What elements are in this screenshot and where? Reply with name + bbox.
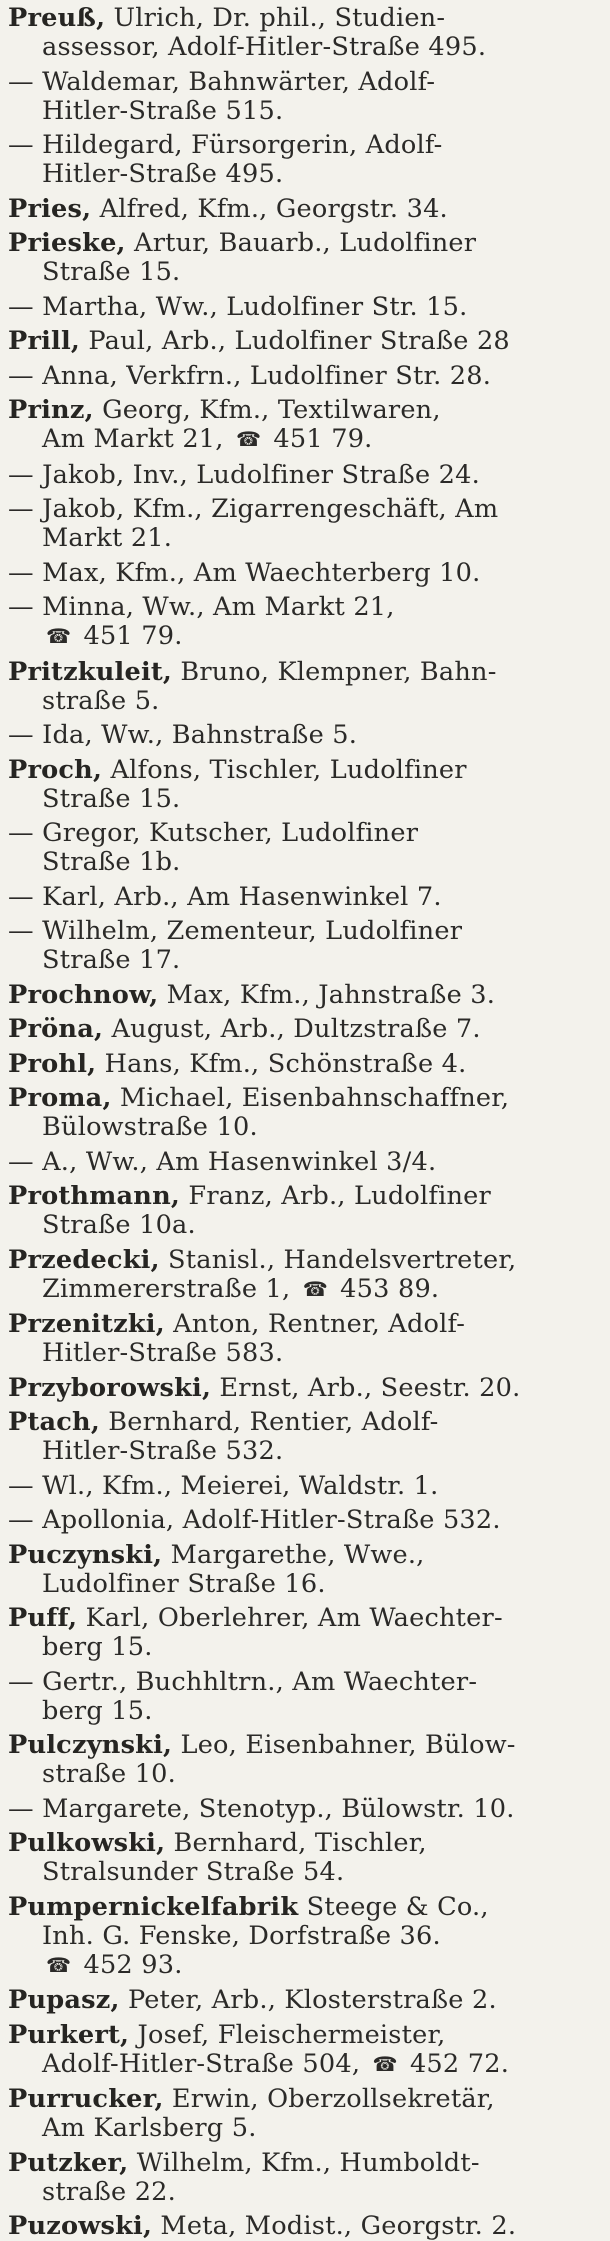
entry-text: Stanisl., Handelsvertreter, [168,1244,517,1275]
directory-entry [8,1604,602,1662]
entry-first-line [8,1829,602,1858]
entry-surname: Prill, [8,326,81,356]
entry-text: Stralsunder Straße 54. [42,1857,345,1887]
entry-first-line [8,1374,602,1403]
directory-entry [8,1541,602,1599]
entry-text: Bernhard, Rentier, Adolf- [108,1407,439,1437]
entry-first-line [8,658,602,687]
entry-text: Max, Kfm., Jahnstraße 3. [166,979,496,1010]
entry-first-line [8,2085,602,2114]
entry-first-line [8,1986,602,2015]
entry-continuation-line [8,2114,602,2143]
entry-first-line [8,396,602,425]
telephone-icon: ☎ [235,427,262,451]
entry-continuation-line [8,2178,602,2207]
entry-surname: Puff, [8,1603,78,1633]
entry-first-line [8,1084,602,1113]
entry-text: — Max, Kfm., Am Waechterberg 10. [8,557,481,588]
entry-surname: Przyborowski, [8,1372,212,1403]
entry-text: — Ida, Ww., Bahnstraße 5. [8,720,358,750]
entry-first-line [8,593,602,622]
directory-entry [8,1731,602,1789]
telephone-icon: ☎ [46,1952,72,1977]
entry-first-line [8,461,602,490]
entry-surname: Prohl, [8,1048,97,1079]
telephone-icon: ☎ [372,2051,398,2076]
entry-text: Straße 17. [42,945,181,975]
entry-text: Inh. G. Fenske, Dorfstraße 36. [42,1920,441,1951]
directory-entry [8,4,602,62]
entry-text: straße 5. [42,685,160,716]
entry-surname: Purrucker, [8,2084,164,2114]
entry-text: Hitler-Straße 495. [42,159,284,189]
entry-first-line [8,721,602,750]
entry-continuation-line [8,785,602,814]
directory-entry [8,756,602,814]
entry-text: — Gregor, Kutscher, Ludolfiner [8,818,419,848]
entry-first-line [8,1182,602,1211]
directory-entry [8,362,602,391]
entry-first-line [8,293,602,322]
entry-continuation-line [8,1570,602,1599]
entry-text: Hitler-Straße 532. [42,1436,284,1466]
entry-text: Markt 21. [42,523,173,553]
directory-entry [8,1084,602,1142]
entry-text: — Hildegard, Fürsorgerin, Adolf- [8,130,443,160]
directory-entry [8,721,602,750]
entry-text: Straße 15. [42,257,181,287]
directory-entry [8,1408,602,1466]
entry-text: Alfons, Tischler, Ludolfiner [110,754,467,785]
entry-text: Zimmererstraße 1, ☎ 453 89. [42,1273,440,1304]
entry-first-line [8,229,602,258]
entry-text: — Martha, Ww., Ludolfiner Str. 15. [8,291,468,322]
entry-text: Meta, Modist., Georgstr. 2. [160,2211,517,2241]
directory-entry [8,658,602,716]
telephone-icon: ☎ [302,1276,328,1301]
entry-first-line [8,1015,602,1044]
entry-surname: Puczynski, [8,1539,163,1570]
entry-first-line [8,1893,602,1922]
entry-first-line [8,1310,602,1339]
entry-text: Margarethe, Wwe., [170,1539,425,1570]
entry-continuation-line [8,1113,602,1142]
entry-text: — Wl., Kfm., Meierei, Waldstr. 1. [8,1470,439,1501]
entry-first-line [8,195,602,224]
entry-first-line [8,1246,602,1275]
entry-first-line [8,1604,602,1633]
directory-entry [8,327,602,356]
entry-text: — Margarete, Stenotyp., Bülowstr. 10. [8,1793,515,1824]
entry-first-line [8,2212,602,2241]
entry-text: — Jakob, Inv., Ludolfiner Straße 24. [8,459,480,490]
directory-entry [8,1506,602,1535]
directory-entry [8,68,602,126]
entry-continuation-line [8,1275,602,1305]
entry-text: Leo, Eisenbahner, Bülow- [180,1730,516,1760]
entry-first-line [8,559,602,588]
entry-text: — Karl, Arb., Am Hasenwinkel 7. [8,881,442,912]
entry-text: Straße 15. [42,783,181,814]
entry-first-line [8,1408,602,1437]
entry-surname: Pulkowski, [8,1828,166,1858]
entry-surname: Proma, [8,1083,112,1113]
entry-text: Bernhard, Tischler, [173,1828,427,1858]
entry-text: — Gertr., Buchhltrn., Am Waechter- [8,1666,478,1697]
entry-text: — Wilhelm, Zementeur, Ludolfiner [8,916,463,946]
entry-continuation-line [8,1922,602,1951]
entry-first-line [8,883,602,912]
directory-entry [8,195,602,224]
directory-entry [8,1050,602,1079]
entry-surname: Prinz, [8,395,94,425]
entry-text: Adolf-Hitler-Straße 504, ☎ 452 72. [42,2048,510,2079]
entry-text: Bülowstraße 10. [42,1112,258,1142]
entry-first-line [8,2149,602,2178]
entry-surname: Proch, [8,754,103,785]
directory-entry [8,1246,602,1305]
entry-text: Peter, Arb., Klosterstraße 2. [127,1985,497,2015]
entry-first-line [8,1506,602,1535]
directory-entry [8,1472,602,1501]
entry-first-line [8,1050,602,1079]
entry-text: — Apollonia, Adolf-Hitler-Straße 532. [8,1505,501,1535]
entry-continuation-line [8,1951,602,1981]
telephone-icon: ☎ [46,624,72,648]
entry-continuation-line [8,258,602,287]
entry-text: Michael, Eisenbahnschaffner, [119,1083,510,1113]
entry-text: Ernst, Arb., Seestr. 20. [219,1372,521,1403]
entry-text: — Anna, Verkfrn., Ludolfiner Str. 28. [8,360,492,391]
entry-text: Paul, Arb., Ludolfiner Straße 28 [88,326,510,356]
entry-first-line [8,1148,602,1177]
directory-entry [8,1986,602,2015]
directory-entry [8,1182,602,1240]
entry-surname: Prochnow, [8,979,159,1010]
entry-text: Bruno, Klempner, Bahn- [180,656,497,687]
entry-continuation-line [8,1211,602,1240]
entry-text: — A., Ww., Am Hasenwinkel 3/4. [8,1146,437,1177]
entry-surname: Pulczynski, [8,1730,173,1760]
entry-first-line [8,1668,602,1697]
entry-first-line [8,495,602,524]
entry-surname: Purkert, [8,2019,130,2050]
entry-first-line [8,131,602,160]
entry-surname: Putzker, [8,2147,129,2178]
entry-continuation-line [8,160,602,189]
directory-entry [8,2149,602,2207]
entry-first-line [8,4,602,33]
entry-text: Ulrich, Dr. phil., Studien- [113,3,446,33]
directory-entry [8,1148,602,1177]
entry-text: Georg, Kfm., Textilwaren, [102,395,441,425]
directory-entry [8,883,602,912]
entry-text: August, Arb., Dultzstraße 7. [111,1014,481,1044]
entry-text: Hitler-Straße 515. [42,95,284,126]
entry-first-line [8,362,602,391]
entry-continuation-line [8,848,602,877]
entry-text: Straße 1b. [42,847,181,877]
entry-text: Artur, Bauarb., Ludolfiner [134,228,477,258]
directory-entry [8,559,602,588]
entry-first-line [8,756,602,785]
directory-entry [8,2085,602,2143]
entry-text: Straße 10a. [42,1210,196,1240]
entry-surname: Pumpernickelfabrik [8,1891,299,1922]
directory-entry [8,1668,602,1726]
directory-entry [8,2212,602,2241]
entry-continuation-line [8,524,602,553]
directory-entry [8,917,602,975]
entry-text: Hitler-Straße 583. [42,1338,284,1368]
directory-entry [8,293,602,322]
entry-text: Karl, Oberlehrer, Am Waechter- [85,1603,503,1633]
directory-entry [8,229,602,287]
entry-text: assessor, Adolf-Hitler-Straße 495. [42,32,487,62]
entry-text: Josef, Fleischermeister, [137,2019,446,2050]
entry-surname: Pupasz, [8,1985,120,2015]
entry-surname: Prieske, [8,228,126,258]
entry-continuation-line [8,687,602,716]
entry-first-line [8,981,602,1010]
entry-surname: Pries, [8,193,92,224]
entry-text: berg 15. [42,1695,153,1726]
entry-continuation-line [8,1858,602,1887]
entry-first-line [8,327,602,356]
entry-continuation-line [8,946,602,975]
entry-first-line [8,1541,602,1570]
entry-text: Ludolfiner Straße 16. [42,1568,326,1599]
entry-first-line [8,2021,602,2050]
entry-text: berg 15. [42,1632,153,1662]
entry-text: — Jakob, Kfm., Zigarrengeschäft, Am [8,494,499,524]
directory-entry [8,1374,602,1403]
entry-continuation-line [8,1339,602,1368]
entry-continuation-line [8,1697,602,1726]
entry-continuation-line [8,97,602,126]
entry-surname: Preuß, [8,3,106,33]
entry-continuation-line [8,425,602,455]
entry-surname: Ptach, [8,1407,100,1437]
directory-entry [8,1829,602,1887]
entry-text: Anton, Rentner, Adolf- [173,1309,466,1339]
entry-text: Erwin, Oberzollsekretär, [171,2084,495,2114]
directory-entry [8,1015,602,1044]
entry-text: Alfred, Kfm., Georgstr. 34. [99,193,448,224]
entry-first-line [8,1731,602,1760]
entry-surname: Prothmann, [8,1181,181,1211]
directory-entry [8,819,602,877]
directory-entry [8,1893,602,1981]
entry-surname: Przenitzki, [8,1309,165,1339]
entry-text: ☎ 451 79. [46,621,183,651]
entry-text: Franz, Arb., Ludolfiner [188,1181,491,1211]
entry-text: — Waldemar, Bahnwärter, Adolf- [8,66,436,97]
entry-first-line [8,917,602,946]
entry-text: ☎ 452 93. [46,1949,183,1980]
entry-text: straße 10. [42,1759,176,1789]
directory-entry [8,981,602,1010]
entry-first-line [8,1795,602,1824]
entry-text: — Minna, Ww., Am Markt 21, [8,592,395,622]
entry-continuation-line [8,2050,602,2080]
entry-surname: Pritzkuleit, [8,656,173,687]
entry-text: Steege & Co., [306,1891,489,1922]
directory-entry [8,1310,602,1368]
entry-text: Am Markt 21, ☎ 451 79. [42,424,373,454]
entry-continuation-line [8,1633,602,1662]
directory-entry [8,131,602,189]
directory-entry [8,1795,602,1824]
entry-surname: Przedecki, [8,1244,160,1275]
entry-text: Am Karlsberg 5. [42,2113,257,2143]
entry-text: Hans, Kfm., Schönstraße 4. [104,1048,467,1079]
directory-entry [8,2021,602,2080]
entry-continuation-line [8,33,602,62]
entry-continuation-line [8,1760,602,1789]
directory-entry [8,593,602,652]
directory-entry [8,495,602,553]
directory-entry [8,461,602,490]
entry-first-line [8,819,602,848]
directory-entry [8,396,602,455]
entry-continuation-line [8,622,602,652]
entry-first-line [8,68,602,97]
entry-first-line [8,1472,602,1501]
entry-surname: Pröna, [8,1014,104,1044]
entry-continuation-line [8,1437,602,1466]
entry-text: Wilhelm, Kfm., Humboldt- [136,2147,480,2178]
entry-surname: Puzowski, [8,2211,153,2241]
entry-text: straße 22. [42,2176,176,2207]
